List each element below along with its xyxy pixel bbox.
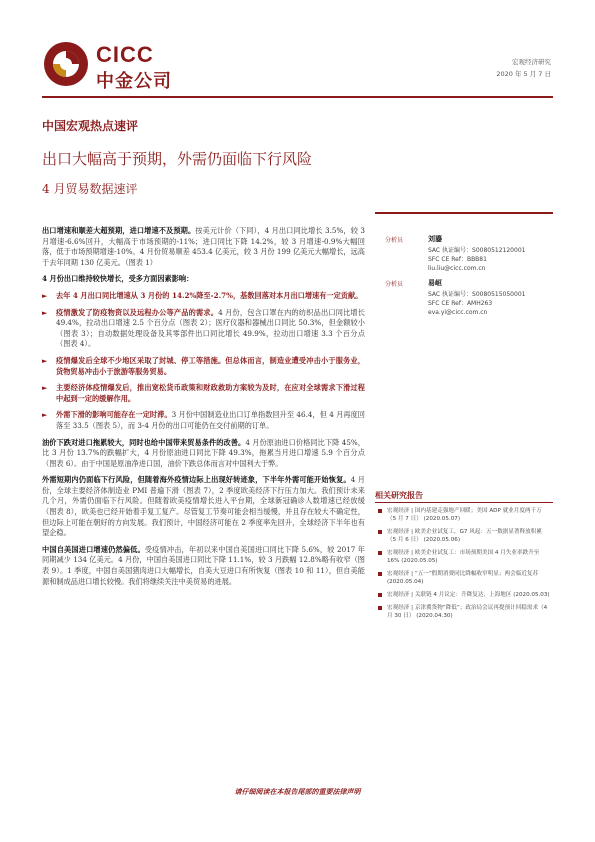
paragraph-1 [42,226,365,268]
report-date: 2020 年 5 月 7 日 [496,70,551,78]
analyst-name: 易峘 [428,279,442,287]
related-report-link[interactable] [378,604,550,620]
related-reports-list [378,507,550,625]
logo-text-en: CICC [96,42,154,67]
arrow-bullet-icon: ► [42,356,48,365]
bullet-item [42,383,365,404]
logo-text-cn: 中金公司 [96,71,172,92]
related-report-text: 宏观经济 | 京津冀货物“降低”；政治局会议再提预计回稳需求（4 月 30 日） (2020.04.30) [387,605,548,619]
section-label: 中国宏观热点速评 [42,119,139,133]
related-report-link[interactable] [378,549,550,565]
analyst-role: 分析员 [385,281,404,288]
square-bullet-icon [378,509,382,513]
paragraph-5 [42,545,365,587]
report-body [42,226,365,593]
paragraph-3 [42,438,365,470]
bullet-lead: 去年 4 月出口同比增速从 3 月份的 14.2%降至-2.7%，基数回落对本月出口增速有一定贡献。 [56,290,363,300]
paragraph-1-text: 按美元计价（下同），4 月出口同比增长 3.5%，较 3 月增速-6.6%回升，大幅高于市场预期的-11%；进口同比下降 14.2%，较 3 月增速-0.9%大幅回落，低于市场预期增速-10%。4 月份贸易顺差 453.4 亿美元，较 3 月份 199 亿美元大幅增长，远高于去年同期 130 亿美元。（图表 1） [42,226,365,267]
related-report-text: 宏观经济 | 国内基建走强地产回暖；美国 ADP 就业月度两千万（5 月 7 日） (2020.05.07) [387,508,542,522]
related-report-text: 宏观经济 | 欧美企业试复工，G7 风起：五一数据显著释放积累（5 月 6 日） (2020.05.06) [387,529,542,543]
page-subtitle: 4 月贸易数据速评 [42,182,138,196]
bullet-lead: 主要经济体疫情爆发后，推出宽松货币政策和财政救助方案较为及时，在应对全球需求下滑过程中起到一定的缓解作用。 [56,383,365,403]
paragraph-4-lead: 外需短期内仍面临下行风险，但随着海外疫情边际上出现好转迹象，下半年外需可能开始恢复。 [42,475,351,485]
bullet-item [42,410,365,431]
paragraph-5-lead: 中国自美国进口增速仍然偏低。 [42,544,145,554]
related-reports-title: 相关研究报告 [375,491,423,500]
bullet-text: 3 月份中国制造业出口订单指数回升至 46.4，但 4 月再度回落至 33.5（图表 5），而 3-4 月份的出口可能仍在交付前期的订单。 [56,410,365,430]
bullet-text: 4 月份，包含口罩在内的纺织品出口同比增长 49.4%，拉动出口增速 2.5 个百分点（图表 2）；医疗仪器和器械出口同比 50.3%，但金额较小（图表 3）；自动数据处理设备及其零部件出口同比增长 49.9%，拉动出口增速 3.3 个百分点（图表 4）。 [56,307,365,349]
analyst-email-link[interactable]: eva.yi@cicc.com.cn [428,309,488,316]
header-meta [496,56,551,80]
bullet-lead: 疫情爆发后全球不少地区采取了封城、停工等措施。但总体而言，制造业遭受冲击小于服务业，货物贸易冲击小于旅游等服务贸易。 [56,355,365,376]
related-report-link[interactable] [378,507,550,523]
report-category: 宏观经济研究 [512,58,551,66]
related-divider [375,502,553,503]
analyst-role: 分析员 [385,237,404,244]
bullet-lead: 疫情激发了防疫物资以及远程办公等产品的需求。 [56,307,219,317]
cicc-logo [42,40,182,92]
square-bullet-icon [378,551,382,555]
sidebar-divider [375,212,553,214]
arrow-bullet-icon: ► [42,411,48,420]
analyst-email-link[interactable]: liu.liu@cicc.com.cn [428,265,486,272]
square-bullet-icon [378,593,382,597]
analyst-sac-id: SAC 执证编号：S0080515050001 [428,291,526,298]
bullet-item [42,356,365,377]
analyst-details [428,290,525,317]
analyst-name: 刘鎏 [428,235,442,243]
paragraph-2 [42,274,365,285]
related-report-link[interactable] [378,570,550,586]
page-title: 出口大幅高于预期，外需仍面临下行风险 [42,150,313,168]
arrow-bullet-icon: ► [42,308,48,317]
bullet-item [42,291,365,302]
bullet-lead: 外需下滑的影响可能存在一定时滞。 [56,410,172,420]
header-divider [42,96,553,98]
analyst-sac-id: SAC 执证编号：S0080512120001 [428,247,526,254]
square-bullet-icon [378,530,382,534]
related-report-text: 宏观经济 | 欧美企业试复工：市场预期美国 4 月失业率跌升至 16% (2020.05.05) [387,550,540,564]
square-bullet-icon [378,572,382,576]
paragraph-5-text: 受疫情冲击，年初以来中国自美国进口同比下降 5.6%，较 2017 年同期减少 134 亿美元。4 月份，中国自美国进口同比下降 11.1%，较 3 月跌幅 12.8%略有收窄（图表 9）。1 季度，中国自美国猪肉进口大幅增长，自美大豆进口有所恢复（图表 10 和 11），但自美能源和制成品进口增长较慢。我们将继续关注中美贸易的进展。 [42,544,365,586]
related-report-text: 宏观经济 | 关联链 4 月议定：升降复达，上海地区 (2020.05.03) [387,592,550,598]
arrow-bullet-icon: ► [42,384,48,393]
square-bullet-icon [378,606,382,610]
related-report-link[interactable] [378,591,550,599]
paragraph-3-lead: 油价下跌对进口拖累较大，同时也给中国带来贸易条件的改善。 [42,437,246,447]
analyst-sfc-ref: SFC CE Ref：AMH263 [428,300,493,307]
paragraph-2-lead: 4 月份出口维持较快增长，受多方面因素影响： [42,274,194,284]
paragraph-4-text: 4 月份，全球主要经济体制造业 PMI 普遍下滑（图表 7），2 季度欧美经济下行压力加大。我们预计未来几个月，外需仍面临下行风险。但随着欧美疫情增长进入平台期，全球新冠确诊人数增速已经放缓（图表 8），欧美也已经开始着手复工复产。尽管复工节奏可能会相当缓慢，并且存在较大不确定性，但边际上可能在朝好的方向发展。我们预计，中国经济可能在 2 季度率先回升，全球经济下半年也有望企稳。 [42,475,365,538]
cicc-logo-mark-icon [42,40,90,88]
analyst-sfc-ref: SFC CE Ref：BBB81 [428,256,487,263]
paragraph-1-lead: 出口增速和顺差大超预期，进口增速不及预期。 [42,226,196,235]
paragraph-3-text: 4 月份原油进口价格同比下降 45%，比 3 月份 13.7%的跌幅扩大，4 月份原油进口同比下降 49.3%，拖累当月进口增速 5.9 个百分点（图表 6）。由于中国是原油净进口国，油价下跌总体而言对中国利大于弊。 [42,437,365,468]
related-report-link[interactable] [378,528,550,544]
paragraph-4 [42,475,365,539]
analyst-details [428,246,525,273]
related-report-text: 宏观经济 | “五一”假期消费同比降幅收窄明显；两会临近复苏 (2020.05.04) [387,571,539,585]
legal-footer: 请仔细阅读在本报告尾部的重要法律声明 [234,788,361,796]
bullet-item [42,308,365,350]
arrow-bullet-icon: ► [42,291,48,300]
